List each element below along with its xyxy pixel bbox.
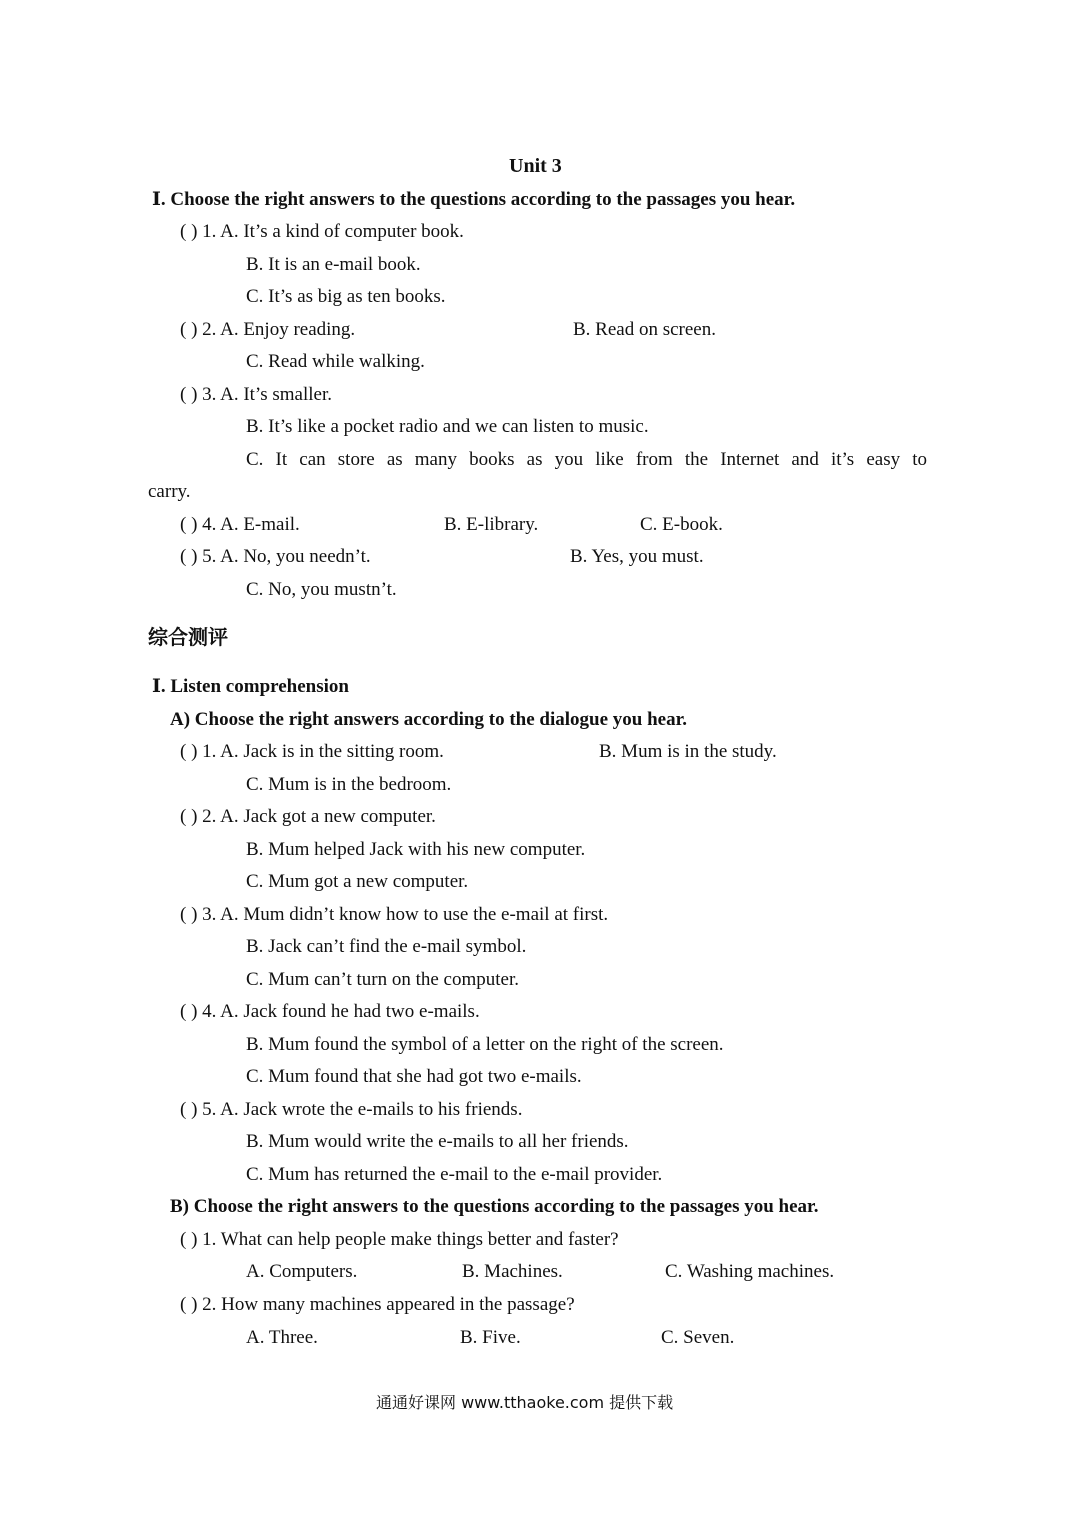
a-q2-option-c: C. Mum got a new computer. [246,871,469,892]
section1-heading: Ⅰ. Choose the right answers to the questions according to the passages you hear. [152,189,796,210]
b-q1-stem: ( ) 1. What can help people make things better and faster? [180,1229,619,1250]
b-q1-option-c: C. Washing machines. [665,1261,835,1282]
b-q2-stem: ( ) 2. How many machines appeared in the passage? [180,1294,575,1315]
a-q4-option-b: B. Mum found the symbol of a letter on the right of the screen. [246,1034,724,1055]
a-q3-option-b: B. Jack can’t find the e-mail symbol. [246,936,527,957]
s1-q1-option-b: B. It is an e-mail book. [246,254,421,275]
s1-q1-stem: ( ) 1. A. It’s a kind of computer book. [180,221,464,242]
s1-q3-stem: ( ) 3. A. It’s smaller. [180,384,332,405]
review-heading: 综合测评 [148,625,228,649]
b-q1-option-b: B. Machines. [462,1261,563,1282]
part-a-heading: A) Choose the right answers according to the dialogue you hear. [170,709,688,730]
s1-q2-option-c: C. Read while walking. [246,351,425,372]
a-q2-stem: ( ) 2. A. Jack got a new computer. [180,806,436,827]
a-q1-option-c: C. Mum is in the bedroom. [246,774,452,795]
s1-q2-stem: ( ) 2. A. Enjoy reading. [180,319,356,340]
a-q5-stem: ( ) 5. A. Jack wrote the e-mails to his friends. [180,1099,523,1120]
unit-title: Unit 3 [509,155,562,177]
s1-q4-option-c: C. E-book. [640,514,723,535]
s1-q5-stem: ( ) 5. A. No, you needn’t. [180,546,371,567]
footer-download-note: 通通好课网 www.tthaoke.com 提供下载 [376,1393,674,1412]
s1-q1-option-c: C. It’s as big as ten books. [246,286,446,307]
a-q4-option-c: C. Mum found that she had got two e-mails. [246,1066,582,1087]
s1-q5-option-c: C. No, you mustn’t. [246,579,397,600]
s1-q5-option-b: B. Yes, you must. [570,546,704,567]
a-q5-option-b: B. Mum would write the e-mails to all her friends. [246,1131,629,1152]
a-q1-stem: ( ) 1. A. Jack is in the sitting room. [180,741,444,762]
s1-q3-option-c-continued: carry. [148,481,191,502]
b-q1-option-a: A. Computers. [246,1261,358,1282]
a-q2-option-b: B. Mum helped Jack with his new computer. [246,839,586,860]
s1-q4-option-b: B. E-library. [444,514,539,535]
s1-q2-option-b: B. Read on screen. [573,319,716,340]
a-q4-stem: ( ) 4. A. Jack found he had two e-mails. [180,1001,480,1022]
a-q3-stem: ( ) 3. A. Mum didn’t know how to use the e-mail at first. [180,904,609,925]
a-q5-option-c: C. Mum has returned the e-mail to the e-mail provider. [246,1164,663,1185]
s1-q3-option-c: C. It can store as many books as you like from the Internet and it’s easy to [246,449,927,470]
b-q2-option-c: C. Seven. [661,1327,735,1348]
listen-heading: Ⅰ. Listen comprehension [152,676,349,697]
a-q1-option-b: B. Mum is in the study. [599,741,777,762]
part-b-heading: B) Choose the right answers to the questions according to the passages you hear. [170,1196,819,1217]
a-q3-option-c: C. Mum can’t turn on the computer. [246,969,519,990]
b-q2-option-a: A. Three. [246,1327,318,1348]
s1-q4-stem: ( ) 4. A. E-mail. [180,514,300,535]
s1-q3-option-b: B. It’s like a pocket radio and we can listen to music. [246,416,649,437]
b-q2-option-b: B. Five. [460,1327,521,1348]
